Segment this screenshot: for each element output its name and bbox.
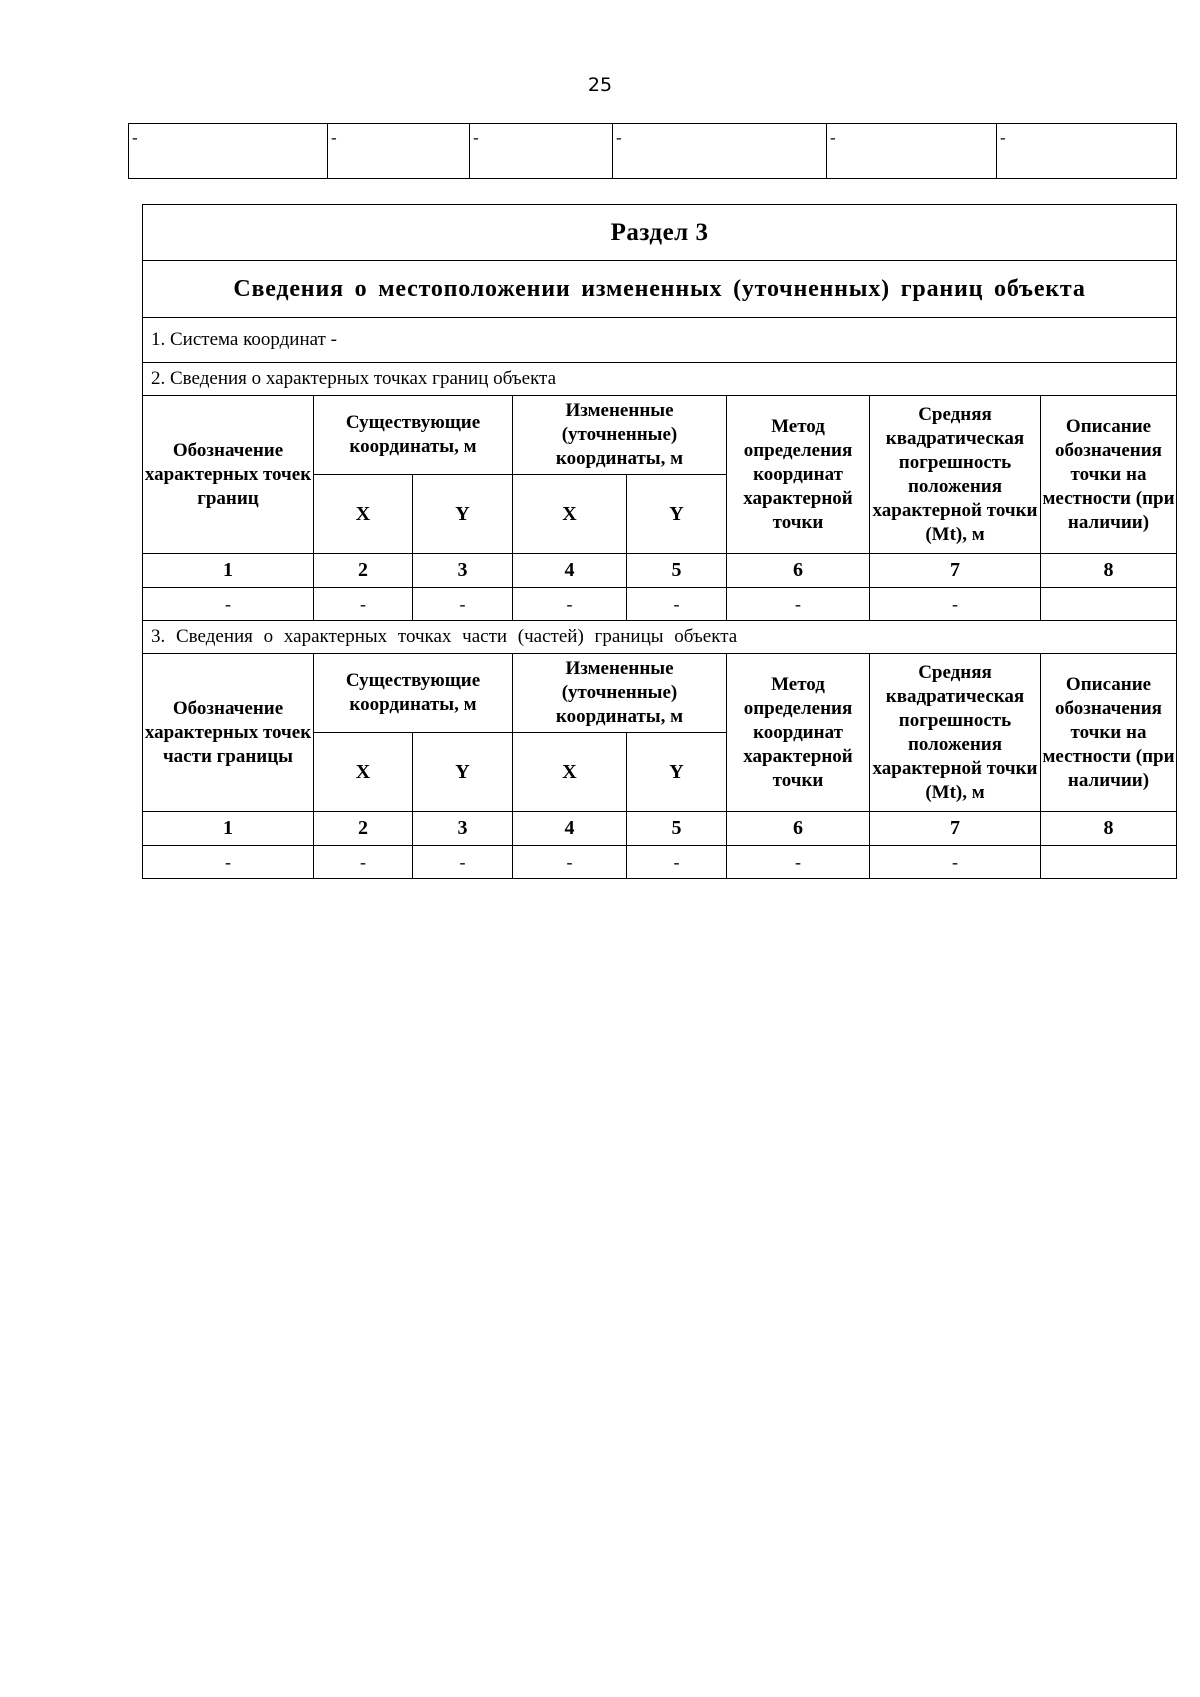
page-number: 25	[587, 74, 613, 96]
column-number: 2	[314, 812, 413, 846]
header-description: Описание обозначения точки на местности (при наличии)	[1041, 654, 1177, 812]
header-method: Метод определения координат характерной точки	[727, 654, 870, 812]
header-existing-coordinates: Существующие координаты, м	[314, 654, 513, 733]
table-row	[143, 846, 1177, 879]
table-cell: -	[627, 588, 727, 621]
header-y: Y	[413, 733, 513, 812]
table-cell: -	[129, 124, 328, 179]
header-mean-error: Средняя квадратическая погрешность положения характерной точки (Mt), м	[870, 396, 1041, 554]
header-method: Метод определения координат характерной точки	[727, 396, 870, 554]
column-number: 7	[870, 812, 1041, 846]
table-row	[129, 124, 1177, 179]
coordinate-system: 1. Система координат -	[143, 318, 1177, 363]
table-cell: -	[143, 588, 314, 621]
column-number: 5	[627, 554, 727, 588]
table-cell: -	[328, 124, 470, 179]
table-row	[143, 588, 1177, 621]
table-cell: -	[727, 846, 870, 879]
column-numbers-row	[143, 812, 1177, 846]
column-number: 4	[513, 812, 627, 846]
table-cell: -	[314, 588, 413, 621]
header-point-designation: Обозначение характерных точек границ	[143, 396, 314, 554]
section-subtitle: Сведения о местоположении измененных (уточненных) границ объекта	[143, 261, 1177, 318]
table-cell	[1041, 846, 1177, 879]
continuation-table	[128, 123, 1177, 179]
header-y: Y	[413, 475, 513, 554]
header-x: X	[513, 475, 627, 554]
header-changed-coordinates: Измененные (уточненные) координаты, м	[513, 654, 727, 733]
section-3-table	[142, 204, 1177, 879]
header-y: Y	[627, 733, 727, 812]
header-y: Y	[627, 475, 727, 554]
column-number: 6	[727, 812, 870, 846]
table-cell: -	[413, 846, 513, 879]
column-number: 8	[1041, 812, 1177, 846]
header-x: X	[314, 475, 413, 554]
table-cell	[1041, 588, 1177, 621]
header-description: Описание обозначения точки на местности (при наличии)	[1041, 396, 1177, 554]
column-number: 3	[413, 812, 513, 846]
table-cell: -	[997, 124, 1177, 179]
table-cell: -	[314, 846, 413, 879]
block1-caption: 2. Сведения о характерных точках границ объекта	[143, 363, 1177, 396]
table-cell: -	[513, 846, 627, 879]
column-number: 6	[727, 554, 870, 588]
header-existing-coordinates: Существующие координаты, м	[314, 396, 513, 475]
column-numbers-row	[143, 554, 1177, 588]
table-cell: -	[513, 588, 627, 621]
column-number: 1	[143, 812, 314, 846]
table-cell: -	[470, 124, 613, 179]
table-cell: -	[627, 846, 727, 879]
header-mean-error: Средняя квадратическая погрешность положения характерной точки (Mt), м	[870, 654, 1041, 812]
column-number: 7	[870, 554, 1041, 588]
column-number: 3	[413, 554, 513, 588]
column-number: 4	[513, 554, 627, 588]
column-number: 8	[1041, 554, 1177, 588]
column-number: 1	[143, 554, 314, 588]
table-cell: -	[143, 846, 314, 879]
column-number: 2	[314, 554, 413, 588]
section-title: Раздел 3	[143, 205, 1177, 261]
table-cell: -	[870, 588, 1041, 621]
table-cell: -	[827, 124, 997, 179]
table-cell: -	[613, 124, 827, 179]
column-number: 5	[627, 812, 727, 846]
table-cell: -	[870, 846, 1041, 879]
table-cell: -	[413, 588, 513, 621]
header-x: X	[513, 733, 627, 812]
header-point-designation: Обозначение характерных точек части границы	[143, 654, 314, 812]
header-changed-coordinates: Измененные (уточненные) координаты, м	[513, 396, 727, 475]
block2-caption: 3. Сведения о характерных точках части (частей) границы объекта	[143, 621, 1177, 654]
table-cell: -	[727, 588, 870, 621]
header-x: X	[314, 733, 413, 812]
